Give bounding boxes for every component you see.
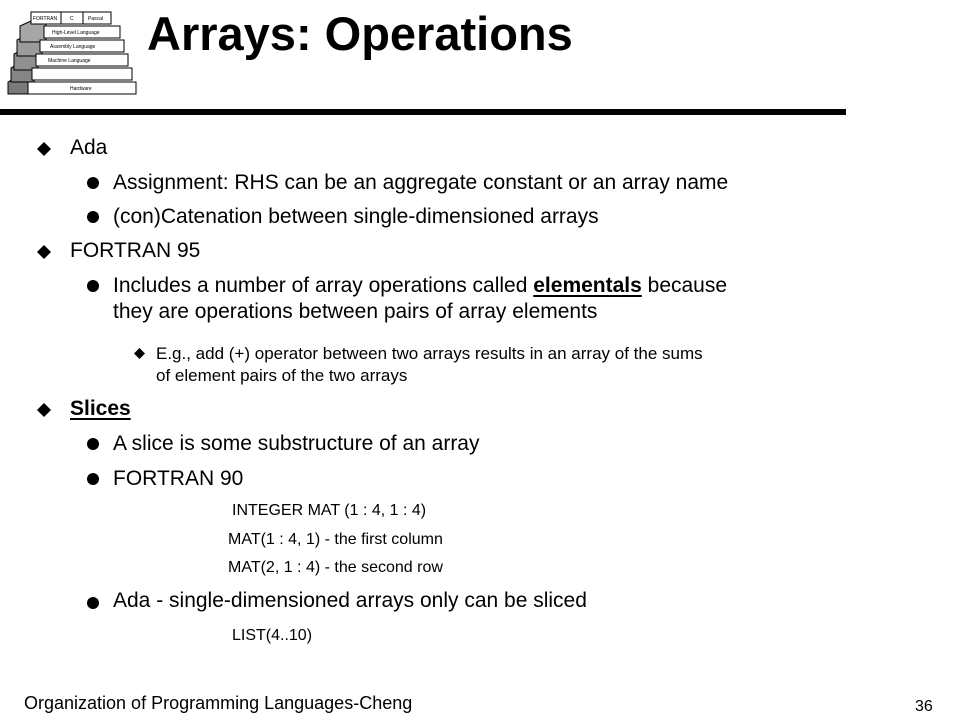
slide-title: Arrays: Operations — [147, 7, 573, 60]
elementals-text-before: Includes a number of array operations called — [113, 274, 534, 297]
elementals-term: elementals — [533, 274, 642, 297]
bullet-ada-slicing: Ada - single-dimensioned arrays only can be sliced — [113, 589, 587, 612]
diamond-bullet-icon — [37, 245, 51, 259]
code-line-first-column: MAT(1 : 4, 1) - the first column — [228, 531, 443, 548]
logo-label-assembly: Assembly Language — [50, 44, 96, 50]
bullet-fortran-90: FORTRAN 90 — [113, 467, 244, 490]
code-line-integer-mat: INTEGER MAT (1 : 4, 1 : 4) — [232, 502, 427, 519]
bullet-example-add: E.g., add (+) operator between two arrays results in an array of the sums — [156, 344, 703, 363]
logo-label-machine: Machine Language — [48, 58, 91, 64]
dot-bullet-icon — [87, 211, 99, 223]
slices-term: Slices — [70, 397, 131, 420]
diamond-bullet-icon — [37, 403, 51, 417]
bullet-assignment: Assignment: RHS can be an aggregate constant or an array name — [113, 171, 729, 194]
diamond-bullet-icon — [37, 142, 51, 156]
dot-bullet-icon — [87, 280, 99, 292]
logo-label-c: C — [70, 16, 74, 22]
bullet-example-add-line2: of element pairs of the two arrays — [156, 366, 408, 385]
small-diamond-bullet-icon — [134, 348, 145, 359]
bullet-elementals — [113, 273, 727, 299]
elementals-text-after: because — [641, 274, 728, 297]
dot-bullet-icon — [87, 438, 99, 450]
bullet-elementals-line2: they are operations between pairs of array elements — [113, 300, 598, 323]
bullet-slice-definition: A slice is some substructure of an array — [113, 432, 480, 455]
bullet-ada: Ada — [70, 136, 108, 159]
logo-label-fortran: FORTRAN — [33, 16, 58, 22]
bullet-fortran-95: FORTRAN 95 — [70, 239, 201, 262]
dot-bullet-icon — [87, 177, 99, 189]
code-line-second-row: MAT(2, 1 : 4) - the second row — [228, 559, 443, 576]
bullet-slices — [70, 396, 131, 422]
logo-label-high-level: High-Level Language — [52, 30, 100, 36]
logo-label-hardware: Hardware — [70, 86, 92, 92]
code-line-list-slice: LIST(4..10) — [232, 627, 313, 644]
bullet-catenation: (con)Catenation between single-dimensioned arrays — [113, 205, 599, 228]
dot-bullet-icon — [87, 597, 99, 609]
dot-bullet-icon — [87, 473, 99, 485]
logo-label-pascal: Pascal — [88, 16, 104, 22]
footer-course-title: Organization of Programming Languages-Cheng — [24, 693, 413, 713]
slide-number: 36 — [915, 698, 933, 715]
